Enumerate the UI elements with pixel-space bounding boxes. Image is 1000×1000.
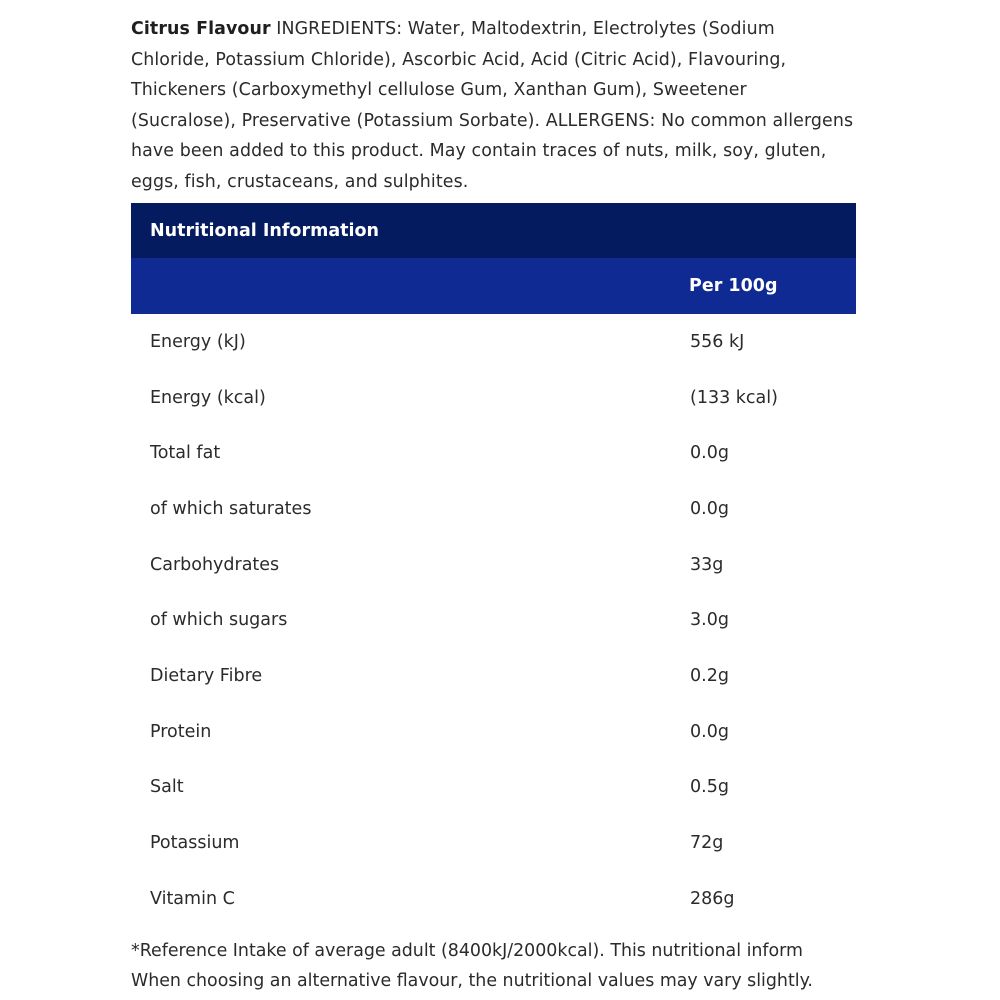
nutrient-name: Energy (kJ) bbox=[150, 331, 246, 352]
nutrient-name: Dietary Fibre bbox=[150, 665, 263, 686]
nutrient-value: 0.0g bbox=[690, 443, 729, 464]
nutrient-value: 0.2g bbox=[690, 665, 729, 686]
product-info bbox=[131, 14, 856, 997]
nutrient-name: Potassium bbox=[150, 833, 240, 854]
nutrient-value: 0.0g bbox=[690, 721, 729, 742]
table-title: Nutritional Information bbox=[131, 203, 856, 258]
nutrient-name: Protein bbox=[150, 721, 212, 742]
column-header-row bbox=[131, 258, 856, 314]
table-row bbox=[131, 648, 856, 704]
flavour-label: Citrus Flavour bbox=[131, 19, 271, 39]
nutrient-name: Total fat bbox=[150, 443, 221, 464]
nutrient-value: 286g bbox=[690, 888, 735, 909]
footnote bbox=[131, 936, 856, 997]
ingredients-text: INGREDIENTS: Water, Maltodextrin, Electrolytes (Sodium Chloride, Potassium Chloride), Ascorbic Acid, Acid (Citric Acid), Flavouring, Thickeners (Carboxymethyl cellulose Gum, Xanthan Gum), Sweetener (Sucralose), Preservative (Potassium Sorbate). ALLERGENS: No common allergens have been added to this product. May contain traces of nuts, milk, soy, gluten, eggs, fish, crustaceans, and sulphites. bbox=[131, 19, 854, 192]
nutrient-value: 0.0g bbox=[690, 498, 729, 519]
column-header-per-100g: Per 100g bbox=[689, 276, 778, 296]
table-row bbox=[131, 871, 856, 927]
table-title-row bbox=[131, 203, 856, 258]
table-row bbox=[131, 592, 856, 648]
column-header-blank bbox=[131, 258, 689, 314]
nutrient-value: 72g bbox=[690, 833, 724, 854]
nutrient-name: Carbohydrates bbox=[150, 554, 280, 575]
footnote-line-2: When choosing an alternative flavour, the nutritional values may vary slightly. bbox=[131, 971, 813, 992]
nutrient-value: (133 kcal) bbox=[690, 387, 778, 408]
table-row bbox=[131, 537, 856, 593]
table-row bbox=[131, 760, 856, 816]
table-row bbox=[131, 425, 856, 481]
ingredients-paragraph bbox=[131, 14, 856, 197]
nutrient-name: of which saturates bbox=[150, 498, 312, 519]
table-row bbox=[131, 370, 856, 426]
nutrition-table bbox=[131, 203, 856, 927]
nutrient-name: Energy (kcal) bbox=[150, 387, 266, 408]
nutrient-value: 33g bbox=[690, 554, 724, 575]
nutrient-value: 0.5g bbox=[690, 777, 729, 798]
footnote-line-1: *Reference Intake of average adult (8400kJ/2000kcal). This nutritional inform bbox=[131, 940, 803, 961]
table-row bbox=[131, 704, 856, 760]
nutrient-name: Vitamin C bbox=[150, 888, 235, 909]
nutrient-name: of which sugars bbox=[150, 610, 288, 631]
nutrient-name: Salt bbox=[150, 777, 184, 798]
table-row bbox=[131, 314, 856, 370]
nutrient-value: 556 kJ bbox=[690, 331, 745, 352]
nutrient-value: 3.0g bbox=[690, 610, 729, 631]
table-row bbox=[131, 481, 856, 537]
table-row bbox=[131, 815, 856, 871]
